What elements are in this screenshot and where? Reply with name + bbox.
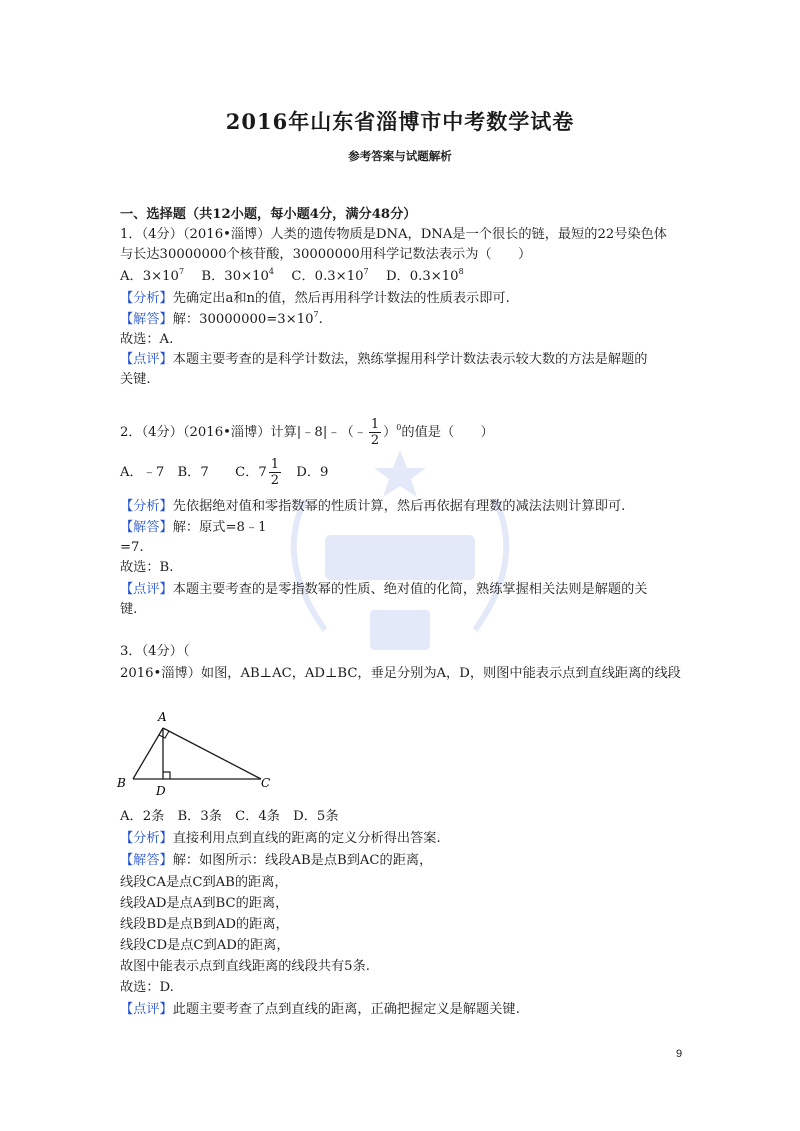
q1-analysis-text: 先确定出a和n的值，然后再用科学计数法的性质表示即可. [172,291,510,306]
q2-stem-post: 的值是（ ） [401,425,494,440]
q2-options-post: D．9 [283,465,329,480]
q1-solution [120,311,323,329]
q1-option-d-exp: 8 [458,267,464,276]
q3-stem-line1: 3．（4分）（ [120,644,190,659]
q1-comment-tag: 【点评】 [120,352,173,367]
q1-solution-tag: 【解答】 [120,312,173,327]
page-title: 2016年山东省淄博市中考数学试卷 [225,109,575,134]
q2-comment-line2: 键. [120,602,138,617]
section-heading: 一、选择题（共12小题，每小题4分，满分48分） [120,207,417,222]
q3-choice: 故选：D. [120,980,174,995]
label-c: C [261,776,271,790]
q3-triangle-figure [115,705,285,797]
q2-options-pre: A．﹣7 B．7 C．7 [120,465,267,480]
q3-comment-tag: 【点评】 [120,1002,173,1017]
q2-option-c-den: 2 [270,473,280,488]
q3-solution-tag: 【解答】 [120,853,173,868]
q2-stem-paren: ） [383,425,397,440]
q1-option-c-exp: 7 [363,267,369,276]
q1-comment-text: 本题主要考查的是科学计数法，熟练掌握用科学计数法表示较大数的方法是解题的 [172,352,648,367]
label-b: B [117,776,126,790]
q1-option-d: D．0.3×10 [372,269,459,284]
q1-option-c: C．0.3×10 [278,269,364,284]
q3-solution-line5: 线段CD是点C到AD的距离， [120,938,290,953]
q1-solution-text: 解：30000000=3×10 [172,312,314,327]
q1-option-b-exp: 4 [268,267,275,276]
q2-analysis [120,498,625,516]
q3-solution-line3: 线段AD是点A到BC的距离， [120,896,289,911]
q2-solution [120,519,267,537]
q1-solution-end: . [318,312,323,327]
q1-solution-exp: 7 [313,310,319,319]
q3-solution-line6: 故图中能表示点到直线距离的线段共有5条. [120,959,370,974]
q1-analysis [120,290,510,308]
page-number: 9 [676,1048,683,1060]
q3-solution-line4: 线段BD是点B到AD的距离， [120,917,289,932]
q3-analysis [120,830,441,848]
q3-stem-line2: 2016•淄博）如图，AB⊥AC，AD⊥BC，垂足分别为A，D，则图中能表示点到直线距离的线段 [120,666,681,681]
q2-step: =7. [120,540,144,555]
q2-fraction-den: 2 [370,433,380,448]
q2-stem-pre: 2．（4分）（2016•淄博）计算|﹣8|﹣（﹣ [120,425,367,440]
q3-analysis-tag: 【分析】 [120,831,173,846]
q1-options [120,268,464,286]
q3-solution-line2: 线段CA是点C到AB的距离， [120,875,288,890]
q1-analysis-tag: 【分析】 [120,291,173,306]
segment-ac [163,728,261,779]
page-subtitle: 参考答案与试题解析 [348,149,452,163]
q2-solution-tag: 【解答】 [120,520,173,535]
q2-option-c-num: 1 [270,457,280,472]
q2-stem [120,418,494,448]
q1-option-b: B．30×10 [188,269,269,284]
q2-stem-exp: 0 [396,423,402,432]
q1-stem-line1: 1．（4分）（2016•淄博）人类的遗传物质是DNA，DNA是一个很长的链，最短的22号染色体 [120,227,667,242]
q2-fraction [369,418,381,447]
q1-stem-line2: 与长达30000000个核苷酸，30000000用科学记数法表示为（ ） [120,247,532,262]
q2-fraction-num: 1 [370,417,380,432]
q2-analysis-tag: 【分析】 [120,499,173,514]
q2-solution-text: 解：原式=8﹣1 [172,520,267,535]
q3-comment [120,1001,520,1019]
segment-ab [133,728,163,779]
q2-comment-tag: 【点评】 [120,582,173,597]
q1-option-a-exp: 7 [178,267,185,276]
q3-options: A．2条 B．3条 C．4条 D．5条 [120,809,339,824]
q1-comment [120,351,648,369]
q2-choice: 故选：B. [120,560,174,575]
q1-comment-line2: 关键. [120,372,151,387]
q2-option-c-fraction [269,458,281,487]
q3-solution [120,852,432,870]
q2-analysis-text: 先依据绝对值和零指数幂的性质计算，然后再依据有理数的减法法则计算即可. [172,499,626,514]
q1-choice: 故选：A. [120,332,174,347]
label-a: A [158,710,167,724]
q1-option-a: A．3×10 [120,269,179,284]
q3-comment-text: 此题主要考查了点到直线的距离，正确把握定义是解题关键. [172,1002,520,1017]
q3-analysis-text: 直接利用点到直线的距离的定义分析得出答案. [172,831,441,846]
label-d: D [156,784,166,797]
right-angle-mark-d [163,772,170,779]
q2-options [120,458,328,488]
q3-solution-text: 解：如图所示：线段AB是点B到AC的距离， [172,853,433,868]
q2-comment [120,581,648,599]
q2-comment-text: 本题主要考查的是零指数幂的性质、绝对值的化简，熟练掌握相关法则是解题的关 [172,582,648,597]
